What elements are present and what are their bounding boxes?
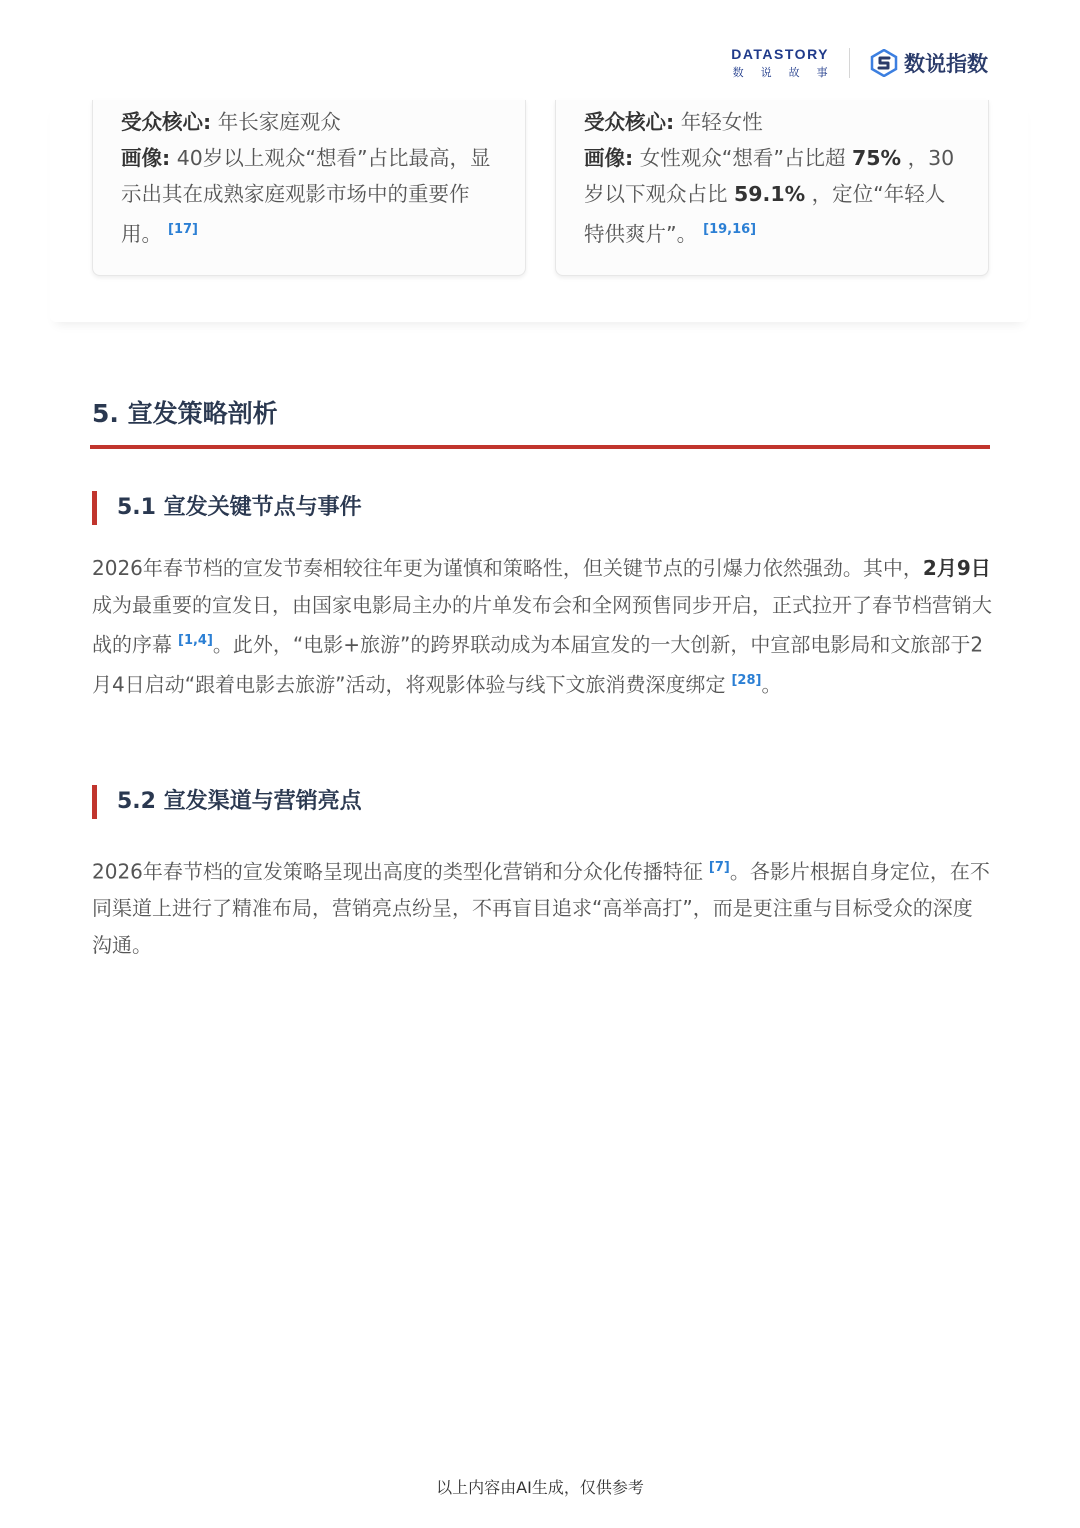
citation-link[interactable]: [19,16] xyxy=(703,222,757,237)
datastory-logo xyxy=(731,46,845,80)
ai-disclaimer: 以上内容由AI生成，仅供参考 xyxy=(436,1478,644,1497)
key-date: 2月9日 xyxy=(922,556,991,580)
portrait-text: ，定位“年轻人特供爽片”。 xyxy=(584,182,946,246)
audience-line xyxy=(121,104,497,140)
portrait-text: 女性观众“想看”占比超 xyxy=(639,146,852,170)
paragraph-text: 成为最重要的宣发日，由国家电影局主办的片单发布会和全网预售同步开启，正式拉开了春节档营销大战的序幕 xyxy=(92,592,992,657)
under30-share-value: 59.1% xyxy=(734,182,806,206)
subsection-title-5-1: 5.1 宣发关键节点与事件 xyxy=(92,491,362,525)
citation-link[interactable]: [28] xyxy=(731,673,762,689)
citation-link[interactable]: [17] xyxy=(168,222,198,237)
audience-value: 年长家庭观众 xyxy=(217,110,341,134)
paragraph-5-2 xyxy=(92,850,992,963)
shuoshuo-index-logo xyxy=(870,48,988,78)
paragraph-text: 2026年春节档的宣发策略呈现出高度的类型化营销和分众化传播特征 xyxy=(92,859,703,884)
brand-name: 数说指数 xyxy=(904,52,988,76)
paragraph-text: 2026年春节档的宣发节奏相较往年更为谨慎和策略性，但关键节点的引爆力依然强劲。其中， xyxy=(92,556,923,580)
citation-link[interactable]: [1,4] xyxy=(178,633,213,648)
portrait-label: 画像: xyxy=(121,146,171,170)
citation-link[interactable]: [7] xyxy=(708,860,730,875)
portrait-text: ，30岁以下观众占比 xyxy=(584,146,955,206)
page-header xyxy=(731,46,988,80)
paragraph-text: 。 xyxy=(761,672,782,697)
brand-mark-icon xyxy=(870,49,898,77)
portrait-line xyxy=(584,140,960,252)
datastory-logo-cn: 数说故事 xyxy=(732,66,845,79)
portrait-label: 画像: xyxy=(584,146,634,170)
audience-value: 年轻女性 xyxy=(680,110,763,134)
audience-card-left xyxy=(92,100,526,276)
portrait-text: 40岁以上观众“想看”占比最高，显示出其在成熟家庭观影市场中的重要作用。 xyxy=(121,146,491,246)
section-divider xyxy=(90,445,990,449)
audience-label: 受众核心: xyxy=(584,110,675,134)
paragraph-text: 。各影片根据自身定位，在不同渠道上进行了精准布局，营销亮点纷呈，不再盲目追求“高举高打”，而是更注重与目标受众的深度沟通。 xyxy=(92,859,990,957)
paragraph-5-1 xyxy=(92,550,992,703)
section-title: 5. 宣发策略剖析 xyxy=(92,399,278,428)
female-share-value: 75% xyxy=(852,146,902,170)
header-divider xyxy=(849,48,850,78)
subsection-title-5-2: 5.2 宣发渠道与营销亮点 xyxy=(92,785,362,819)
audience-card-right xyxy=(555,100,989,276)
datastory-logo-en: DATASTORY xyxy=(731,46,829,62)
portrait-line xyxy=(121,140,497,252)
audience-line xyxy=(584,104,960,140)
audience-label: 受众核心: xyxy=(121,110,212,134)
paragraph-text: 。此外，“电影+旅游”的跨界联动成为本届宣发的一大创新，中宣部电影局和文旅部于2月4日启动“跟着电影去旅游”活动，将观影体验与线下文旅消费深度绑定 xyxy=(92,632,984,697)
